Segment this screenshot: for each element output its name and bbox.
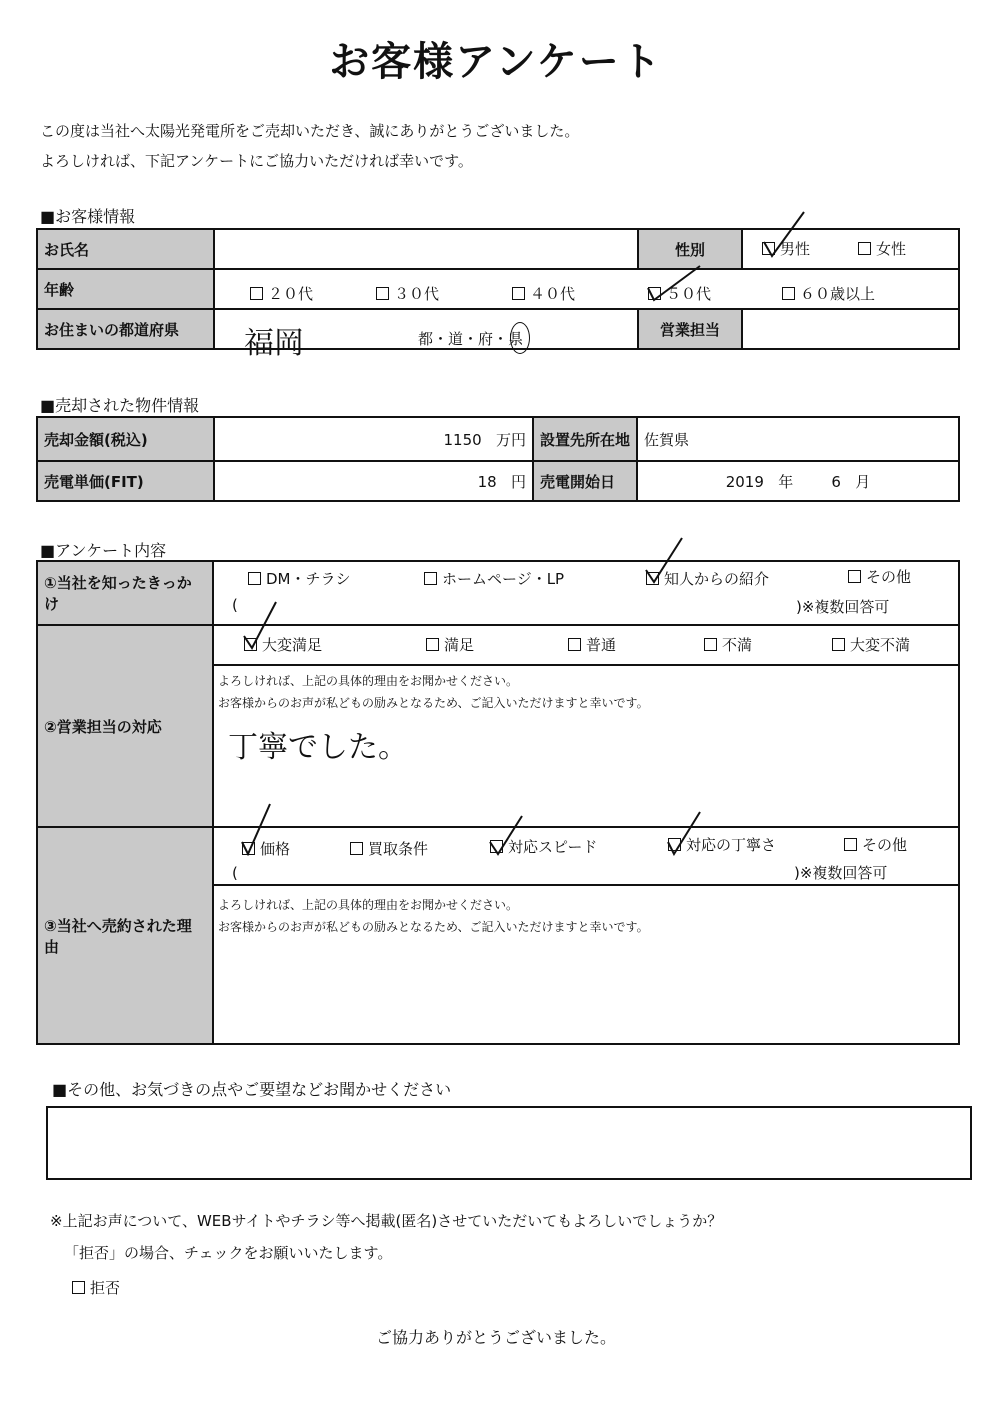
q3-multi-note: )※複数回答可 — [794, 864, 888, 882]
q3-terms-option[interactable] — [350, 838, 428, 859]
q2-satisfied-option[interactable] — [426, 634, 474, 655]
property-section-title: ■売却された物件情報 — [40, 396, 200, 415]
option-label: DM・チラシ — [266, 570, 351, 588]
age-30s-option[interactable] — [376, 283, 439, 304]
option-label: その他 — [866, 568, 912, 586]
option-label: 男性 — [780, 240, 811, 258]
q3-prompt-2: お客様からのお声が私どもの励みとなるため、ご記入いただけますと幸いです。 — [218, 920, 649, 934]
option-label: ６０歳以上 — [800, 285, 876, 303]
option-label: その他 — [862, 836, 908, 854]
price-label: 売却金額(税込) — [37, 417, 214, 461]
age-20s-option[interactable] — [250, 283, 313, 304]
consent-instruction: 「拒否」の場合、チェックをお願いいたします。 — [64, 1244, 393, 1262]
intro-line-2: よろしければ、下記アンケートにご協力いただければ幸いです。 — [40, 152, 473, 170]
intro-line-1: この度は当社へ太陽光発電所をご売却いただき、誠にありがとうございました。 — [40, 122, 580, 140]
q1-paren-open: ( — [232, 596, 238, 614]
q3-label: ③当社へ売約された理由 — [37, 827, 213, 1044]
page-title: お客様アンケート — [329, 39, 663, 85]
price-field — [214, 417, 533, 461]
checkbox-icon — [848, 570, 861, 583]
q2-neutral-option[interactable] — [568, 634, 616, 655]
fit-field — [214, 461, 533, 501]
q2-prompt-2: お客様からのお声が私どもの励みとなるため、ご記入いただけますと幸いです。 — [218, 696, 649, 710]
option-label: ホームページ・LP — [442, 570, 565, 588]
gender-label: 性別 — [638, 229, 742, 269]
checkbox-icon — [832, 638, 845, 651]
option-label: 対応スピード — [508, 838, 598, 856]
start-month: 6 — [831, 472, 841, 491]
other-comments-box[interactable] — [46, 1106, 972, 1180]
start-field — [637, 461, 959, 501]
refuse-option[interactable] — [72, 1277, 120, 1298]
survey-table — [36, 560, 960, 1045]
name-field[interactable] — [214, 229, 638, 269]
sales-label: 営業担当 — [638, 309, 742, 349]
option-label: 満足 — [444, 636, 475, 654]
q2-handwritten-answer: 丁寧でした。 — [228, 730, 408, 765]
customer-section-title: ■お客様情報 — [40, 207, 136, 226]
checkbox-icon — [350, 842, 363, 855]
checkbox-icon — [72, 1281, 85, 1294]
checkmark-icon — [644, 262, 704, 304]
age-label: 年齢 — [37, 269, 214, 309]
pref-suffix: 都・道・府・県 — [418, 330, 524, 348]
q1-label: ①当社を知ったきっかけ — [37, 561, 213, 625]
option-label: 知人からの紹介 — [664, 570, 770, 588]
option-label: ３０代 — [394, 285, 440, 303]
other-section-title: ■その他、お気づきの点やご要望などお聞かせください — [52, 1080, 452, 1099]
option-label: 対応の丁寧さ — [686, 836, 777, 854]
survey-section-title: ■アンケート内容 — [40, 541, 167, 560]
fit-unit: 円 — [510, 472, 526, 491]
age-40s-option[interactable] — [512, 283, 575, 304]
checkmark-icon — [664, 808, 704, 856]
q1-multi-note: )※複数回答可 — [796, 598, 890, 616]
option-label: 大変不満 — [850, 636, 911, 654]
checkmark-icon — [642, 534, 688, 586]
checkbox-icon — [512, 287, 525, 300]
start-label: 売電開始日 — [533, 461, 637, 501]
property-table — [36, 416, 960, 502]
option-label: 女性 — [876, 240, 907, 258]
checkmark-icon — [240, 598, 282, 650]
start-year: 2019 — [725, 472, 764, 491]
q2-dissatisfied-option[interactable] — [704, 634, 752, 655]
location-field — [637, 417, 959, 461]
fit-value: 18 — [477, 472, 497, 491]
option-label: ４０代 — [530, 285, 576, 303]
price-value: 1150 — [443, 430, 482, 449]
q1-dm-option[interactable] — [248, 568, 351, 589]
q3-field — [213, 827, 959, 1044]
checkbox-icon — [376, 287, 389, 300]
sales-field[interactable] — [742, 309, 959, 349]
circle-mark-icon — [510, 322, 530, 354]
fit-label: 売電単価(FIT) — [37, 461, 214, 501]
price-unit: 万円 — [495, 430, 526, 449]
gender-female-option[interactable] — [858, 238, 906, 259]
consent-question: ※上記お声について、WEBサイトやチラシ等へ掲載(匿名)させていただいてもよろしいでしょうか？ — [50, 1212, 723, 1230]
checkbox-icon — [782, 287, 795, 300]
q3-other-option[interactable] — [844, 834, 907, 855]
option-label: 不満 — [722, 636, 753, 654]
checkmark-icon — [760, 208, 810, 260]
option-label: ５０代 — [666, 285, 712, 303]
q2-very-dissatisfied-option[interactable] — [832, 634, 910, 655]
pref-label: お住まいの都道府県 — [37, 309, 214, 349]
checkmark-icon — [238, 800, 274, 856]
age-60plus-option[interactable] — [782, 283, 875, 304]
month-unit: 月 — [855, 472, 871, 491]
checkbox-icon — [248, 572, 261, 585]
closing-text: ご協力ありがとうございました。 — [375, 1328, 616, 1347]
location-value: 佐賀県 — [644, 430, 690, 449]
name-label: お氏名 — [37, 229, 214, 269]
option-label: ２０代 — [268, 285, 314, 303]
q1-other-option[interactable] — [848, 566, 911, 587]
checkbox-icon — [250, 287, 263, 300]
location-label: 設置先所在地 — [533, 417, 637, 461]
option-label: 買取条件 — [368, 840, 429, 858]
q3-prompt-1: よろしければ、上記の具体的理由をお聞かせください。 — [218, 898, 519, 912]
option-label: 拒否 — [90, 1279, 121, 1297]
year-unit: 年 — [778, 472, 794, 491]
checkbox-icon — [844, 838, 857, 851]
q1-homepage-option[interactable] — [424, 568, 564, 589]
checkbox-icon — [424, 572, 437, 585]
q2-prompt-1: よろしければ、上記の具体的理由をお聞かせください。 — [218, 674, 519, 688]
checkbox-icon — [426, 638, 439, 651]
checkbox-icon — [568, 638, 581, 651]
option-label: 価格 — [260, 840, 291, 858]
checkbox-icon — [704, 638, 717, 651]
pref-handwritten-value: 福岡 — [244, 326, 304, 361]
option-label: 大変満足 — [262, 636, 323, 654]
checkmark-icon — [486, 812, 526, 856]
option-label: 普通 — [586, 636, 617, 654]
checkbox-icon — [858, 242, 871, 255]
q2-label: ②営業担当の対応 — [37, 625, 213, 827]
q3-paren-open: ( — [232, 864, 238, 882]
